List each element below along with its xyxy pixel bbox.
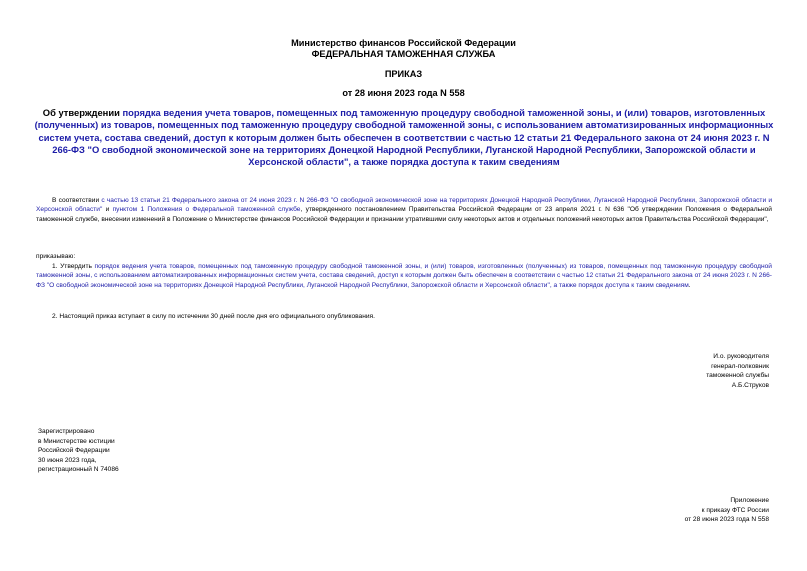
item-2-paragraph: 2. Настоящий приказ вступает в силу по истечении 30 дней после дня его официального опубликования. [52, 313, 375, 320]
registration-block [38, 427, 258, 475]
signature-line: И.о. руководителя [713, 353, 769, 360]
regulation-link[interactable]: пунктом 1 Положения о Федеральной таможенной службе [112, 206, 301, 214]
procedure-link[interactable]: порядок ведения учета товаров, помещенных под таможенную процедуру свободной таможенной зоны, и (или) товаров, изготовленных (полученных) из товаров, помещенных под таможенную процедуру свободной таможенной зоны, с использованием автоматизированных информационных систем учета, состава сведений, доступ к которым должен быть обеспечен в соответствии с частью 12 статьи 21 Федерального закона от 24 июня 2023 г. N 266-ФЗ "О свободной экономической зоне на территориях Донецкой Народной Республики, Луганской Народной Республики, Запорожской области и Херсонской области", а также порядок доступа к таким сведениям [36, 263, 772, 289]
law-266-link[interactable]: с частью 13 статьи 21 Федерального закона от 24 июня 2023 г. N 266-ФЗ "О свободной экономической зоне на территориях Донецкой Народной Республики, Луганской Народной Республики, Запорожской области и Херсонской области" [36, 197, 772, 214]
preamble-text-1: В соответствии [52, 197, 102, 204]
registration-line: Российской Федерации [38, 447, 110, 454]
appendix-line: от 28 июня 2023 года N 558 [684, 516, 769, 523]
item-1-text: 1. Утвердить [52, 263, 95, 270]
doc-type: ПРИКАЗ [384, 69, 423, 79]
item-1-end: . [688, 281, 691, 289]
registration-line: регистрационный N 74086 [38, 466, 119, 473]
registration-line: Зарегистрировано [38, 428, 95, 435]
item-1-paragraph [36, 262, 772, 290]
order-word: приказываю: [36, 253, 76, 260]
doc-date-number: от 28 июня 2023 года N 558 [342, 88, 465, 98]
appendix-line: к приказу ФТС России [701, 506, 769, 514]
document-title [34, 107, 774, 168]
preamble-paragraph [36, 196, 772, 224]
signature-line: А.Б.Струков [731, 381, 769, 389]
preamble-text-2: и [102, 206, 113, 214]
title-link[interactable]: порядка ведения учета товаров, помещенных под таможенную процедуру свободной таможенной зоны, и (или) товаров, изготовленных (полученных) из товаров, помещенных под таможенную процедуру свободной таможенной зоны, с использованием автоматизированных информационных систем учета, состава сведений, доступ к которым должен быть обеспечен в соответствии с частью 12 статьи 21 Федерального закона от 24 июня 2023 г. N 266-ФЗ "О свободной экономической зоне на территориях Донецкой Народной Республики, Луганской Народной Республики, Запорожской области и Херсонской области", а также порядка доступа к таким сведениям [34, 107, 774, 168]
ministry-name: Министерство финансов Российской Федерации [291, 38, 516, 48]
registration-line: 30 июня 2023 года, [38, 456, 97, 464]
appendix-line: Приложение [730, 497, 769, 504]
service-name: ФЕДЕРАЛЬНАЯ ТАМОЖЕННАЯ СЛУЖБА [311, 49, 496, 59]
title-prefix: Об утверждении [42, 107, 123, 118]
signature-block [569, 352, 769, 390]
signature-line: генерал-полковник [711, 362, 769, 370]
preamble-text-3: , утвержденного постановлением Правительства Российской Федерации от 23 апреля 2021 г. N 636 "Об утверждении Положения о Федеральной таможенной службе, внесении изменений в Положение о Министерстве финансов Российской Федерации и признании утратившими силу некоторых актов и отдельных положений некоторых актов Правительства Российской Федерации", [36, 206, 772, 223]
signature-line: таможенной службы [706, 372, 769, 379]
appendix-block [549, 496, 769, 525]
registration-line: в Министерстве юстиции [38, 437, 115, 445]
